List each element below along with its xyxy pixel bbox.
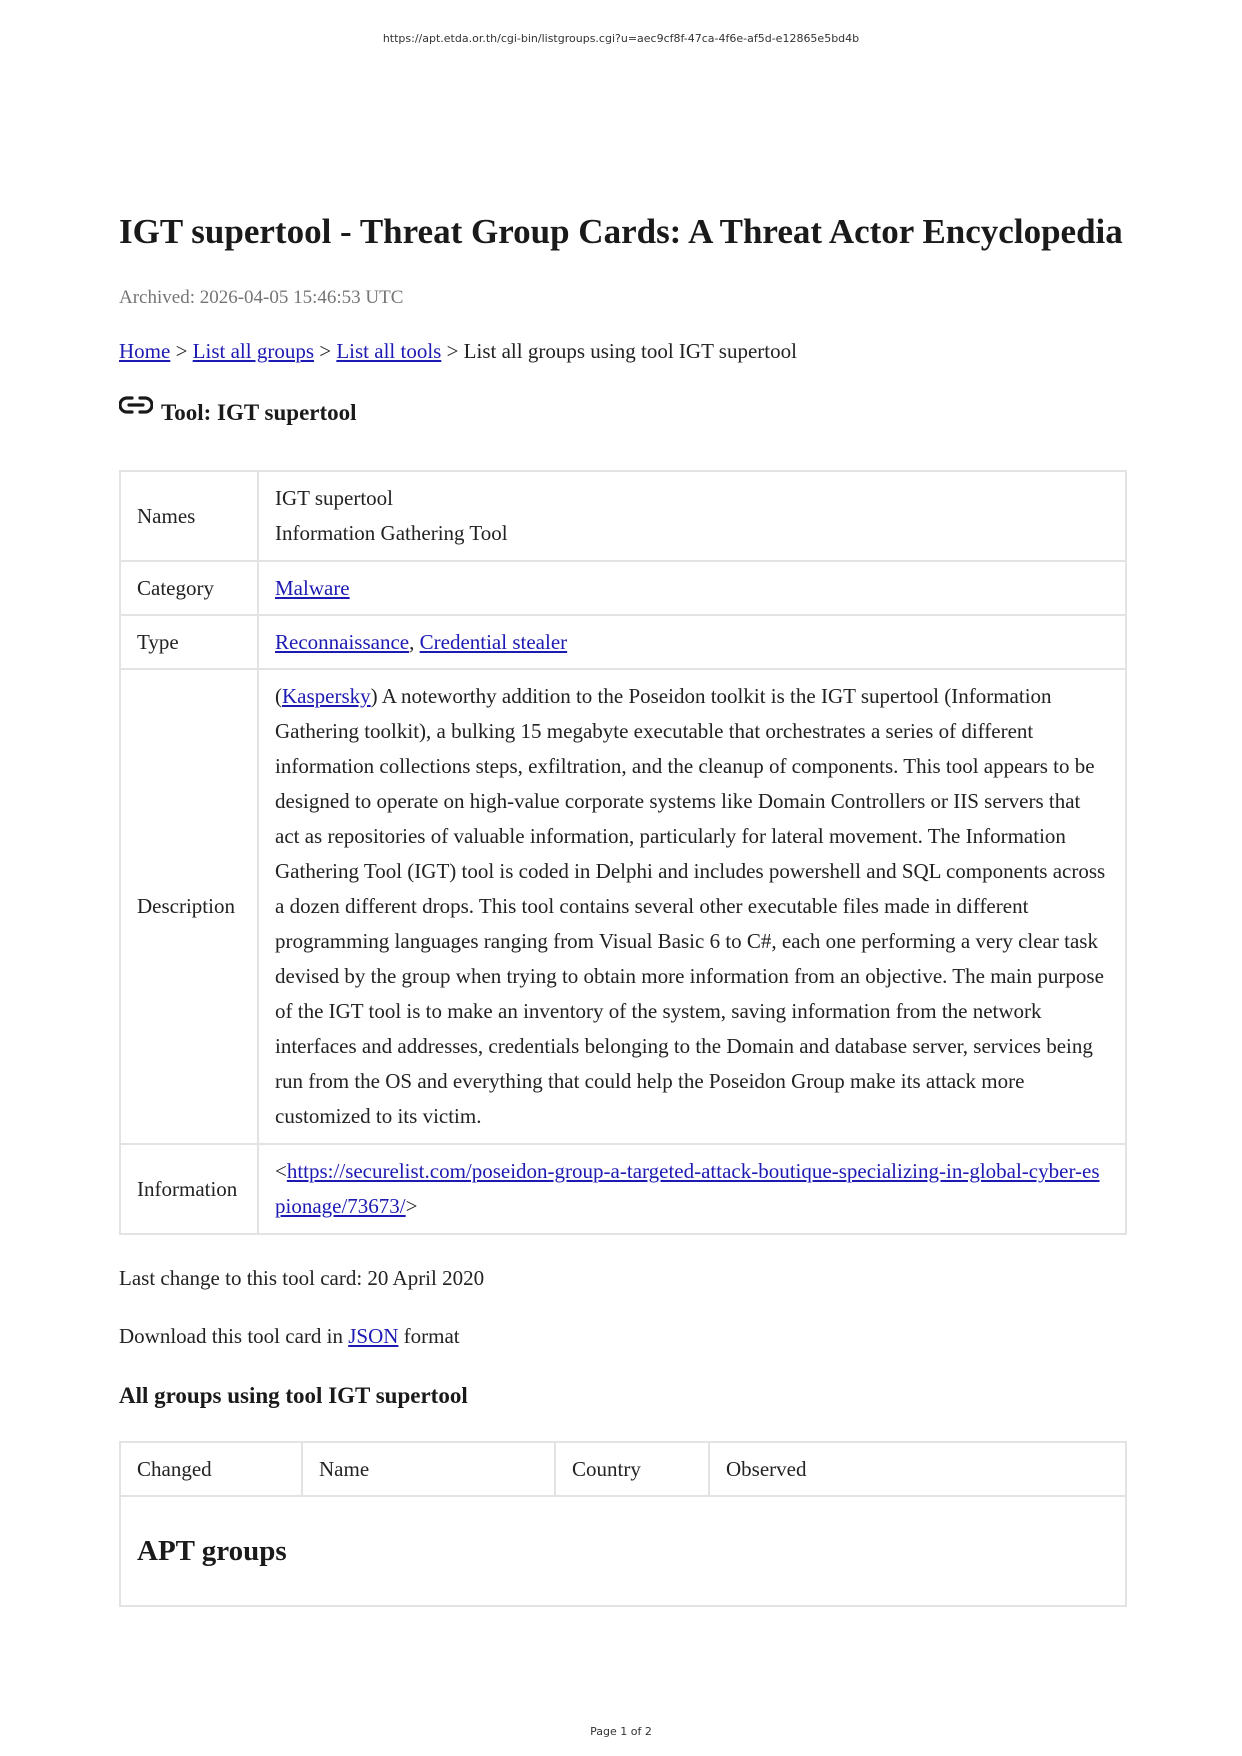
description-text: ) A noteworthy addition to the Poseidon toolkit is the IGT supertool (Information Gathering toolkit), a bulking 15 megabyte executable that orchestrates a series of different information collections steps, exfiltration, and the cleanup of components. This tool appears to be designed to operate on high-value corporate systems like Domain Controllers or IIS servers that act as repositories of valuable information, particularly for lateral movement. The Information Gathering Tool (IGT) tool is coded in Delphi and includes powershell and SQL components across a dozen different drops. This tool contains several other executable files made in different programming languages ranging from Visual Basic 6 to C#, each one performing a very clear task devised by the group when trying to obtain more information from an objective. The main purpose of the IGT tool is to make an inventory of the system, saving information from the network interfaces and addresses, credentials belonging to the Domain and database server, services being run from the OS and everything that could help the Poseidon Group make its attack more customized to its victim. [275,684,1106,1128]
type-separator: , [409,629,420,654]
category-link[interactable]: Malware [275,575,350,600]
json-download-link[interactable]: JSON [348,1324,399,1348]
description-paren: ( [275,684,282,708]
groups-heading: All groups using tool IGT supertool [119,1383,468,1408]
information-link[interactable]: https://securelist.com/poseidon-group-a-targeted-attack-boutique-specializing-in-global-cyber-espionage/73673/ [275,1159,1100,1218]
names-value [258,471,1126,561]
groups-table [119,1441,1127,1607]
description-source-link[interactable]: Kaspersky [282,684,371,708]
section-row [120,1496,1126,1606]
breadcrumb-separator: > [314,339,337,363]
column-header-changed: Changed [120,1442,302,1496]
information-label: Information [120,1144,258,1234]
category-value [258,561,1126,615]
page-title: IGT supertool - Threat Group Cards: A Threat Actor Encyclopedia [119,212,1123,251]
breadcrumb-groups-link[interactable]: List all groups [192,339,314,363]
names-label: Names [120,471,258,561]
last-change-text: Last change to this tool card: 20 April 2020 [119,1266,485,1290]
breadcrumb-tools-link[interactable]: List all tools [336,339,442,363]
groups-header-row [120,1442,1126,1496]
column-header-observed: Observed [709,1442,1126,1496]
tool-heading [119,400,357,426]
apt-groups-section: APT groups [120,1496,1126,1606]
category-label: Category [120,561,258,615]
download-line [119,1324,460,1349]
tool-heading-text: Tool: IGT supertool [161,400,357,425]
information-close: > [405,1194,418,1218]
type-link-reconnaissance[interactable]: Reconnaissance [275,629,410,654]
description-row [120,669,1126,1144]
type-row [120,615,1126,669]
tool-card-table [119,470,1127,1235]
breadcrumb-home-link[interactable]: Home [119,339,171,363]
information-row [120,1144,1126,1234]
page-footer: Page 1 of 2 [590,1725,652,1738]
name-primary: IGT supertool [275,486,394,510]
column-header-country: Country [555,1442,709,1496]
name-alias: Information Gathering Tool [275,521,508,545]
names-row [120,471,1126,561]
type-label: Type [120,615,258,669]
link-icon [119,394,153,416]
description-value [258,669,1126,1144]
archived-timestamp: Archived: 2026-04-05 15:46:53 UTC [119,287,404,308]
download-prefix: Download this tool card in [119,1324,349,1348]
type-link-credential-stealer[interactable]: Credential stealer [419,629,568,654]
breadcrumb-separator: > [170,339,193,363]
download-suffix: format [398,1324,460,1348]
page-url: https://apt.etda.or.th/cgi-bin/listgroups.cgi?u=aec9cf8f-47ca-4f6e-af5d-e12865e5bd4b [382,32,860,45]
breadcrumb-current: > List all groups using tool IGT supertool [441,339,797,363]
breadcrumb [119,339,797,364]
type-value [258,615,1126,669]
description-label: Description [120,669,258,1144]
information-value [258,1144,1126,1234]
column-header-name: Name [302,1442,555,1496]
category-row [120,561,1126,615]
information-open: < [275,1159,287,1183]
